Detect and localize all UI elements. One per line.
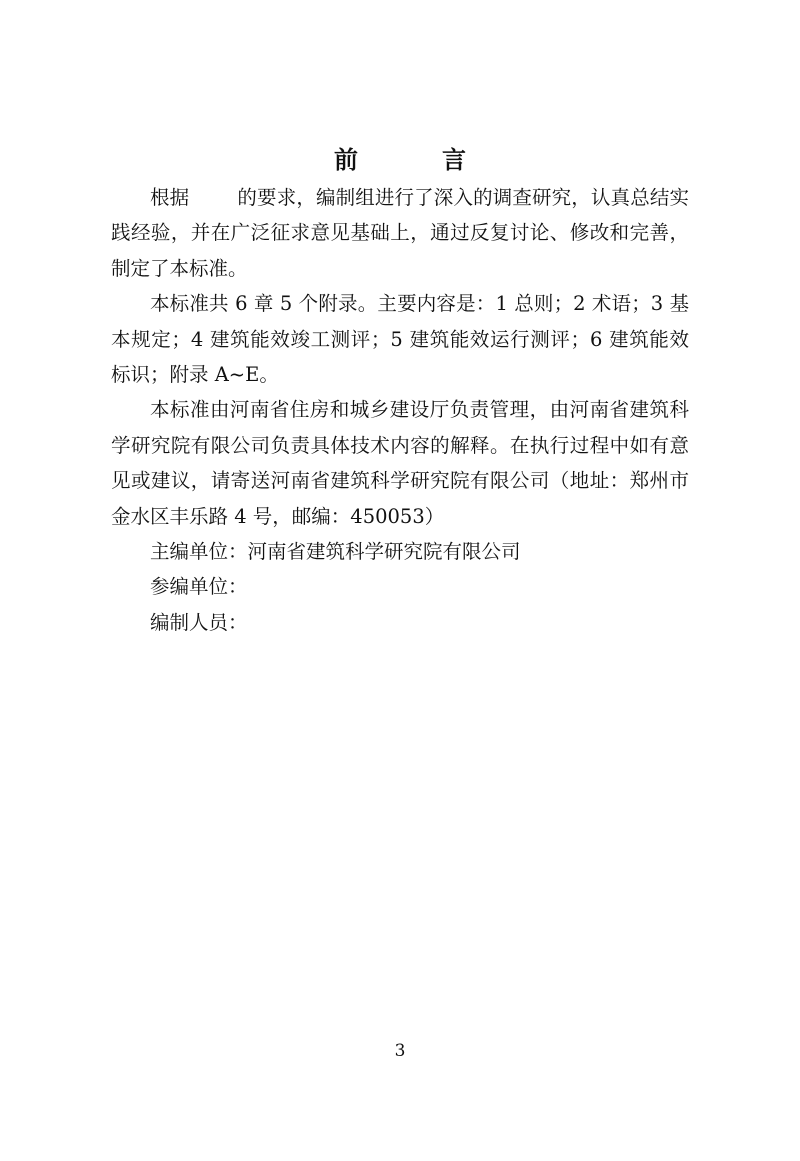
paragraph-management: 本标准由河南省住房和城乡建设厅负责管理，由河南省建筑科学研究院有限公司负责具体技术内容的解释。在执行过程中如有意见或建议，请寄送河南省建筑科学研究院有限公司（地址：郑州市金水区丰乐路 4 号，邮编：450053） [111, 398, 689, 528]
paragraph-basis [111, 180, 689, 286]
paragraph-basis-rest: 的要求，编制组进行了深入的调查研究，认真总结实践经验，并在广泛征求意见基础上，通过反复讨论、修改和完善，制定了本标准。 [111, 186, 689, 280]
paragraph-participants: 参编单位： [150, 575, 248, 599]
page-number: 3 [394, 1041, 406, 1061]
page-title: 前 言 [334, 145, 496, 174]
paragraph-basis-lead: 根据 [150, 186, 190, 209]
paragraph-contents: 本标准共 6 章 5 个附录。主要内容是：1 总则；2 术语；3 基本规定；4 建筑能效竣工测评；5 建筑能效运行测评；6 建筑能效标识；附录 A~E。 [111, 292, 689, 387]
paragraph-editors: 编制人员： [150, 610, 248, 634]
paragraph-chief-editor: 主编单位：河南省建筑科学研究院有限公司 [150, 540, 521, 564]
preface-body [111, 180, 689, 640]
